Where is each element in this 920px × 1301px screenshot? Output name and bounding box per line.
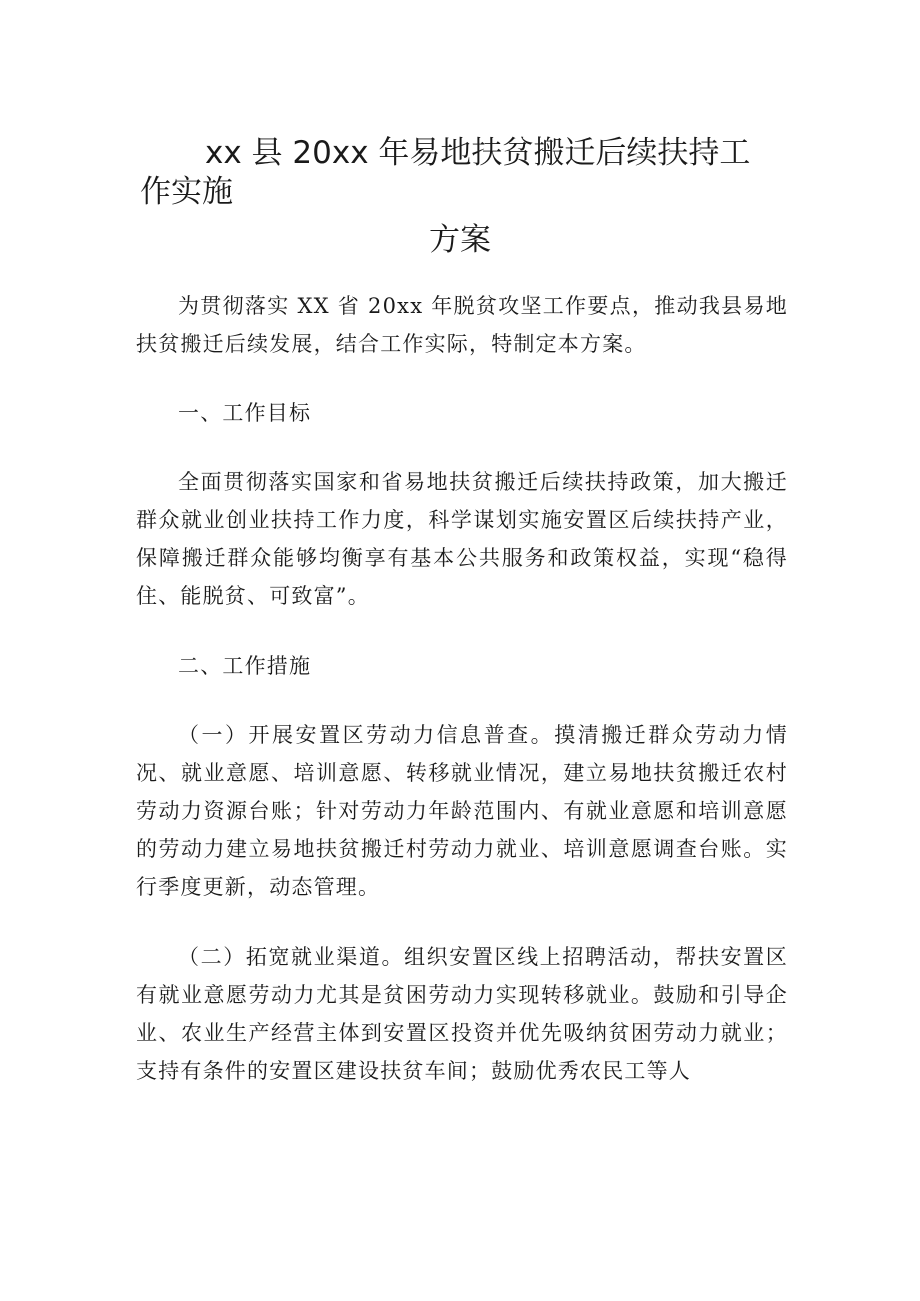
measure-paragraph-2: （二）拓宽就业渠道。组织安置区线上招聘活动，帮扶安置区有就业意愿劳动力尤其是贫困劳动力实现转移就业。鼓励和引导企业、农业生产经营主体到安置区投资并优先吸纳贫困劳动力就业；支持有条件的安置区建设扶贫车间；鼓励优秀农民工等人 <box>136 945 788 1083</box>
section-heading-goals: 一、工作目标 <box>178 401 312 425</box>
measure-paragraph-1: （一）开展安置区劳动力信息普查。摸清搬迁群众劳动力情况、就业意愿、培训意愿、转移就业情况，建立易地扶贫搬迁农村劳动力资源台账；针对劳动力年龄范围内、有就业意愿和培训意愿的劳动力建立易地扶贫搬迁村劳动力就业、培训意愿调查台账。实行季度更新，动态管理。 <box>136 723 788 899</box>
section-heading-measures: 二、工作措施 <box>178 654 312 678</box>
document-title-line-3: 方案 <box>429 222 491 258</box>
document-title-line-2: 作实施 <box>140 174 233 210</box>
goals-paragraph: 全面贯彻落实国家和省易地扶贫搬迁后续扶持政策，加大搬迁群众就业创业扶持工作力度，科学谋划实施安置区后续扶持产业，保障搬迁群众能够均衡享有基本公共服务和政策权益，实现“稳得住、能脱贫、可致富”。 <box>136 470 788 608</box>
document-title-line-1: xx 县 20xx 年易地扶贫搬迁后续扶持工 <box>205 135 751 171</box>
document-body <box>136 287 788 1090</box>
intro-paragraph: 为贯彻落实 XX 省 20xx 年脱贫攻坚工作要点，推动我县易地扶贫搬迁后续发展，结合工作实际，特制定本方案。 <box>136 294 788 356</box>
